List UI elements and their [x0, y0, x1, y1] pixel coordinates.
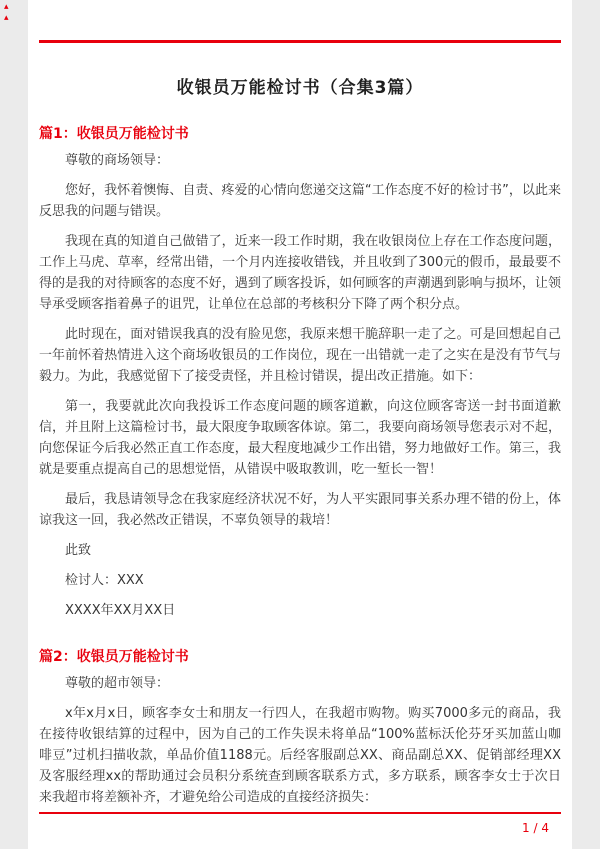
page-corner-markers — [4, 2, 9, 24]
document-body — [28, 123, 572, 808]
footer-divider — [39, 812, 561, 814]
paragraph: 第一，我要就此次向我投诉工作态度问题的顾客道歉，向这位顾客寄送一封书面道歉信，并且附上这篇检讨书，最大限度争取顾客体谅。第二，我要向商场领导您表示对不起，向您保证今后我必然正直工作态度，最大程度地减少工作出错，努力地做好工作。第三，我就是要重点提高自己的思想觉悟，从错误中吸取教训，吃一堑长一智！ — [39, 399, 561, 477]
date-line: XXXX年XX月XX日 — [65, 603, 176, 618]
paragraph: x年x月x日，顾客李女士和朋友一行四人，在我超市购物。购买7000多元的商品，我在接待收银结算的过程中，因为自己的工作失误未将单品“100%蓝标沃伦芬牙买加蓝山咖啡豆”过机扫描收款，单品价值1188元。后经客服副总XX、商品副总XX、促销部经理XX及客服经理xx的帮助通过会员积分系统查到顾客联系方式，多方联系，顾客李女士于次日来我超市将差额补齐，才避免给公司造成的直接经济损失： — [39, 706, 561, 805]
document-title: 收银员万能检讨书（合集3篇） — [176, 78, 424, 98]
section-heading: 篇2：收银员万能检讨书 — [39, 649, 189, 665]
corner-marker-icon: ▴ — [4, 13, 9, 23]
top-divider — [39, 40, 561, 43]
paragraph: 尊敬的超市领导： — [65, 676, 170, 691]
paragraph: 此时现在，面对错误我真的没有脸见您，我原来想干脆辞职一走了之。可是回想起自己一年前怀着热情进入这个商场收银员的工作岗位，现在一出错就一走了之实在是没有节气与毅力。为此，我感觉留下了接受责怪，并且检讨错误，提出改正措施。如下： — [39, 327, 561, 384]
closing-phrase: 此致 — [65, 543, 92, 558]
paragraph: 我现在真的知道自己做错了，近来一段工作时期，我在收银岗位上存在工作态度问题，工作上马虎、草率，经常出错，一个月内连接收错钱，并且收到了300元的假币，最最要不得的是我的对待顾客的态度不好，遇到了顾客投诉，如何顾客的声潮遇到影响与损坏，让领导承受顾客指着鼻子的诅咒，让单位在总部的考核积分下降了两个积分点。 — [39, 234, 561, 312]
corner-marker-icon: ▴ — [4, 2, 9, 12]
paragraph: 最后，我恳请领导念在我家庭经济状况不好，为人平实跟同事关系办理不错的份上，体谅我这一回，我必然改正错误，不辜负领导的栽培！ — [39, 492, 561, 528]
paragraph: 尊敬的商场领导： — [65, 153, 170, 168]
page-footer — [39, 812, 561, 835]
paragraph: 您好，我怀着懊悔、自责、疼爱的心情向您递交这篇“工作态度不好的检讨书”，以此来反思我的问题与错误。 — [39, 183, 561, 219]
section-heading: 篇1：收银员万能检讨书 — [39, 126, 189, 142]
document-page — [28, 0, 572, 849]
page-indicator: 1 / 4 — [522, 821, 549, 835]
signature-line: 检讨人：XXX — [65, 573, 144, 588]
